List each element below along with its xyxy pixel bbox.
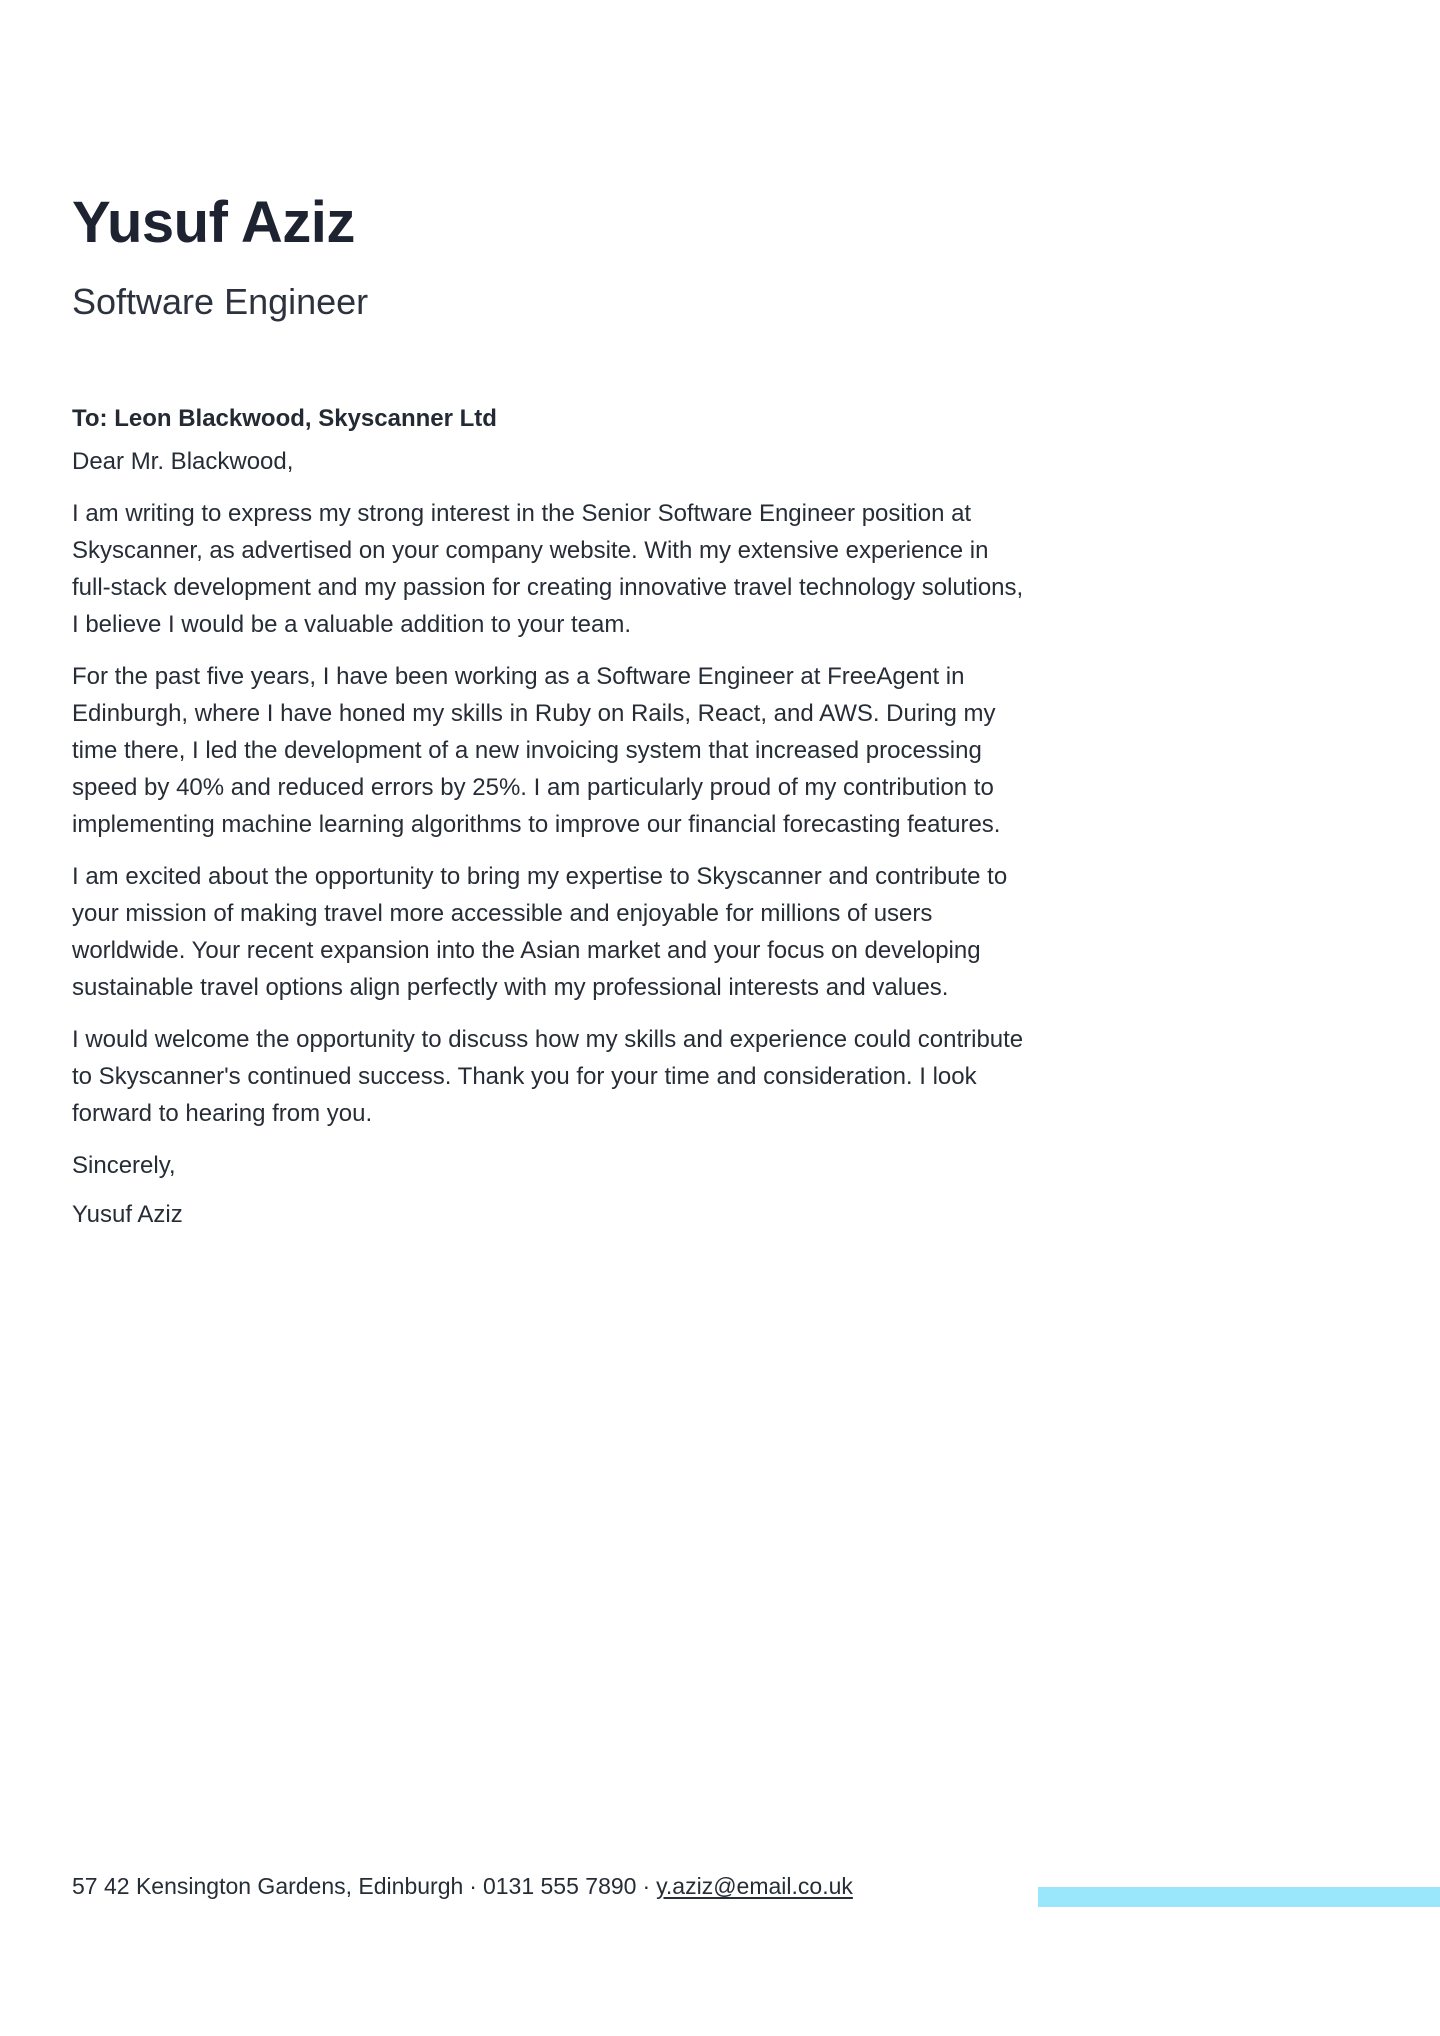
footer-phone: 0131 555 7890 <box>482 1873 637 1899</box>
recipient-line: To: Leon Blackwood, Skyscanner Ltd <box>72 405 497 432</box>
contact-footer <box>72 1871 853 1901</box>
author-name: Yusuf Aziz <box>72 190 355 255</box>
signature-name: Yusuf Aziz <box>72 1201 183 1228</box>
closing-line: Sincerely, <box>72 1152 176 1179</box>
letter-body <box>72 400 1030 1233</box>
footer-email-link[interactable]: y.aziz@email.co.uk <box>656 1873 853 1899</box>
footer-separator: · <box>469 1873 477 1899</box>
salutation: Dear Mr. Blackwood, <box>72 448 294 475</box>
letter-paragraph-4: I would welcome the opportunity to discuss how my skills and experience could contribute to Skyscanner's continued success. Thank you for your time and consideration. I look forward to hearing from you. <box>72 1026 1024 1127</box>
letter-paragraph-3: I am excited about the opportunity to bring my expertise to Skyscanner and contribute to your mission of making travel more accessible and enjoyable for millions of users worldwide. Your recent expansion into the Asian market and your focus on developing sustainable travel options align perfectly with my professional interests and values. <box>72 863 1008 1001</box>
footer-separator: · <box>642 1873 651 1899</box>
letter-header <box>72 188 1030 324</box>
author-job-title: Software Engineer <box>72 281 369 322</box>
page-content <box>0 0 1030 1233</box>
letter-paragraph-1: I am writing to express my strong interest in the Senior Software Engineer position at Skyscanner, as advertised on your company website. With my extensive experience in full-stack development and my passion for creating innovative travel technology solutions, I believe I would be a valuable addition to your team. <box>72 500 1024 638</box>
accent-bar <box>1038 1887 1440 1907</box>
footer-address: 57 42 Kensington Gardens, Edinburgh <box>72 1873 464 1899</box>
letter-paragraph-2: For the past five years, I have been working as a Software Engineer at FreeAgent in Edinburgh, where I have honed my skills in Ruby on Rails, React, and AWS. During my time there, I led the development of a new invoicing system that increased processing speed by 40% and reduced errors by 25%. I am particularly proud of my contribution to implementing machine learning algorithms to improve our financial forecasting features. <box>72 663 1001 838</box>
